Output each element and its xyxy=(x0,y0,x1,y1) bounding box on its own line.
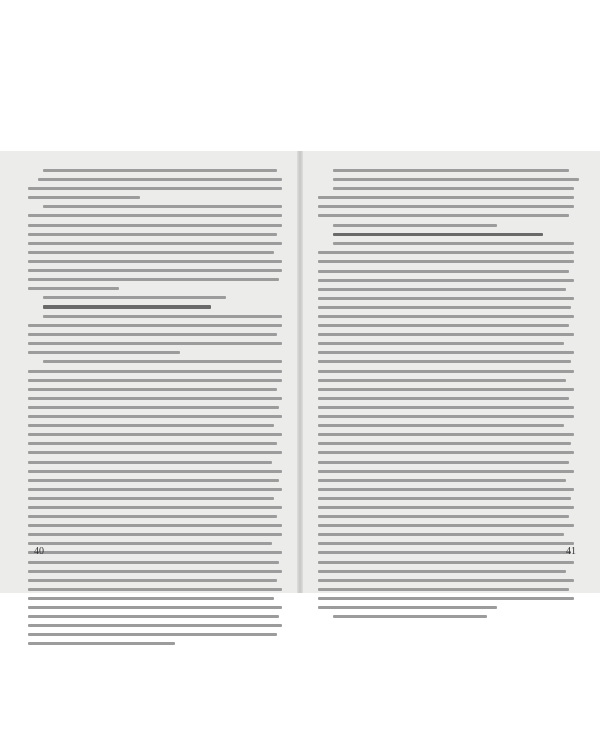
text-line xyxy=(28,633,277,636)
text-line xyxy=(28,324,282,327)
text-line xyxy=(318,606,497,609)
text-line xyxy=(28,615,279,618)
text-line xyxy=(28,233,277,236)
text-line xyxy=(318,342,564,345)
page-number-right: 41 xyxy=(566,546,576,557)
text-line xyxy=(28,642,175,645)
text-line xyxy=(28,524,282,527)
page-right xyxy=(318,169,574,624)
text-line xyxy=(318,497,571,500)
text-line xyxy=(318,196,574,199)
text-paragraph xyxy=(28,205,282,290)
text-line xyxy=(28,406,279,409)
text-line xyxy=(28,551,282,554)
text-line xyxy=(333,178,579,181)
text-line xyxy=(28,269,282,272)
text-line xyxy=(28,251,274,254)
text-line xyxy=(28,278,279,281)
text-line xyxy=(318,433,574,436)
text-paragraph xyxy=(318,242,574,618)
text-line xyxy=(318,479,566,482)
book-gutter xyxy=(297,151,303,593)
text-line xyxy=(28,506,282,509)
text-paragraph xyxy=(318,169,574,227)
text-line xyxy=(318,351,574,354)
text-line xyxy=(28,287,119,290)
text-line xyxy=(28,424,274,427)
text-line xyxy=(318,415,574,418)
text-line xyxy=(318,488,574,491)
text-line xyxy=(43,305,211,309)
text-line xyxy=(318,570,566,573)
text-line xyxy=(333,242,574,245)
text-paragraph xyxy=(28,360,282,645)
text-line xyxy=(28,561,279,564)
text-line xyxy=(28,606,282,609)
text-line xyxy=(318,506,574,509)
text-line xyxy=(318,388,574,391)
text-line xyxy=(28,597,274,600)
text-line xyxy=(318,306,571,309)
text-line xyxy=(28,624,282,627)
text-line xyxy=(28,370,282,373)
text-line xyxy=(28,515,277,518)
text-line xyxy=(318,370,574,373)
text-line xyxy=(28,461,272,464)
text-line xyxy=(333,169,569,172)
text-line xyxy=(28,214,282,217)
text-paragraph xyxy=(28,169,282,199)
text-line xyxy=(43,360,282,363)
page-left xyxy=(28,169,282,651)
text-line xyxy=(318,406,574,409)
text-line xyxy=(28,415,282,418)
text-line xyxy=(28,579,277,582)
text-line xyxy=(318,470,574,473)
text-line xyxy=(318,260,574,263)
text-line xyxy=(28,479,279,482)
text-line xyxy=(318,324,569,327)
text-paragraph xyxy=(28,315,282,354)
text-paragraph xyxy=(28,296,282,299)
text-line xyxy=(318,451,574,454)
text-line xyxy=(28,542,272,545)
text-line xyxy=(318,588,569,591)
text-line xyxy=(333,187,574,190)
text-line xyxy=(318,551,571,554)
text-line xyxy=(318,279,574,282)
text-line xyxy=(318,360,571,363)
text-line xyxy=(28,196,140,199)
text-line xyxy=(318,288,566,291)
text-line xyxy=(28,442,277,445)
text-line xyxy=(28,588,282,591)
text-line xyxy=(43,296,226,299)
text-line xyxy=(43,205,282,208)
text-line xyxy=(28,488,282,491)
text-line xyxy=(318,461,569,464)
text-line xyxy=(318,251,574,254)
section-heading xyxy=(318,233,574,237)
text-line xyxy=(28,260,282,263)
text-line xyxy=(43,315,282,318)
text-line xyxy=(28,351,180,354)
text-line xyxy=(318,333,574,336)
text-line xyxy=(318,379,566,382)
text-line xyxy=(333,233,543,237)
text-line xyxy=(333,224,497,227)
text-line xyxy=(28,333,277,336)
text-line xyxy=(28,342,282,345)
text-line xyxy=(28,470,282,473)
text-line xyxy=(28,187,282,190)
text-line xyxy=(28,379,282,382)
text-line xyxy=(333,615,487,618)
text-line xyxy=(318,561,574,564)
text-line xyxy=(318,515,569,518)
text-line xyxy=(318,205,574,208)
text-line xyxy=(318,397,569,400)
text-line xyxy=(28,224,282,227)
text-line xyxy=(318,214,569,217)
text-line xyxy=(318,270,569,273)
text-line xyxy=(28,388,277,391)
text-line xyxy=(318,524,574,527)
page-number-left: 40 xyxy=(34,546,44,557)
text-line xyxy=(28,242,282,245)
section-heading xyxy=(28,305,282,309)
text-line xyxy=(318,442,571,445)
text-line xyxy=(318,533,564,536)
text-line xyxy=(28,397,282,400)
text-line xyxy=(43,169,277,172)
book-spread xyxy=(0,151,600,593)
text-line xyxy=(318,315,574,318)
text-line xyxy=(318,579,574,582)
text-line xyxy=(28,497,274,500)
text-line xyxy=(318,597,574,600)
text-line xyxy=(318,297,574,300)
text-line xyxy=(38,178,282,181)
text-line xyxy=(28,570,282,573)
text-line xyxy=(318,542,574,545)
text-line xyxy=(28,433,282,436)
text-line xyxy=(28,451,282,454)
text-line xyxy=(318,424,564,427)
text-line xyxy=(28,533,282,536)
